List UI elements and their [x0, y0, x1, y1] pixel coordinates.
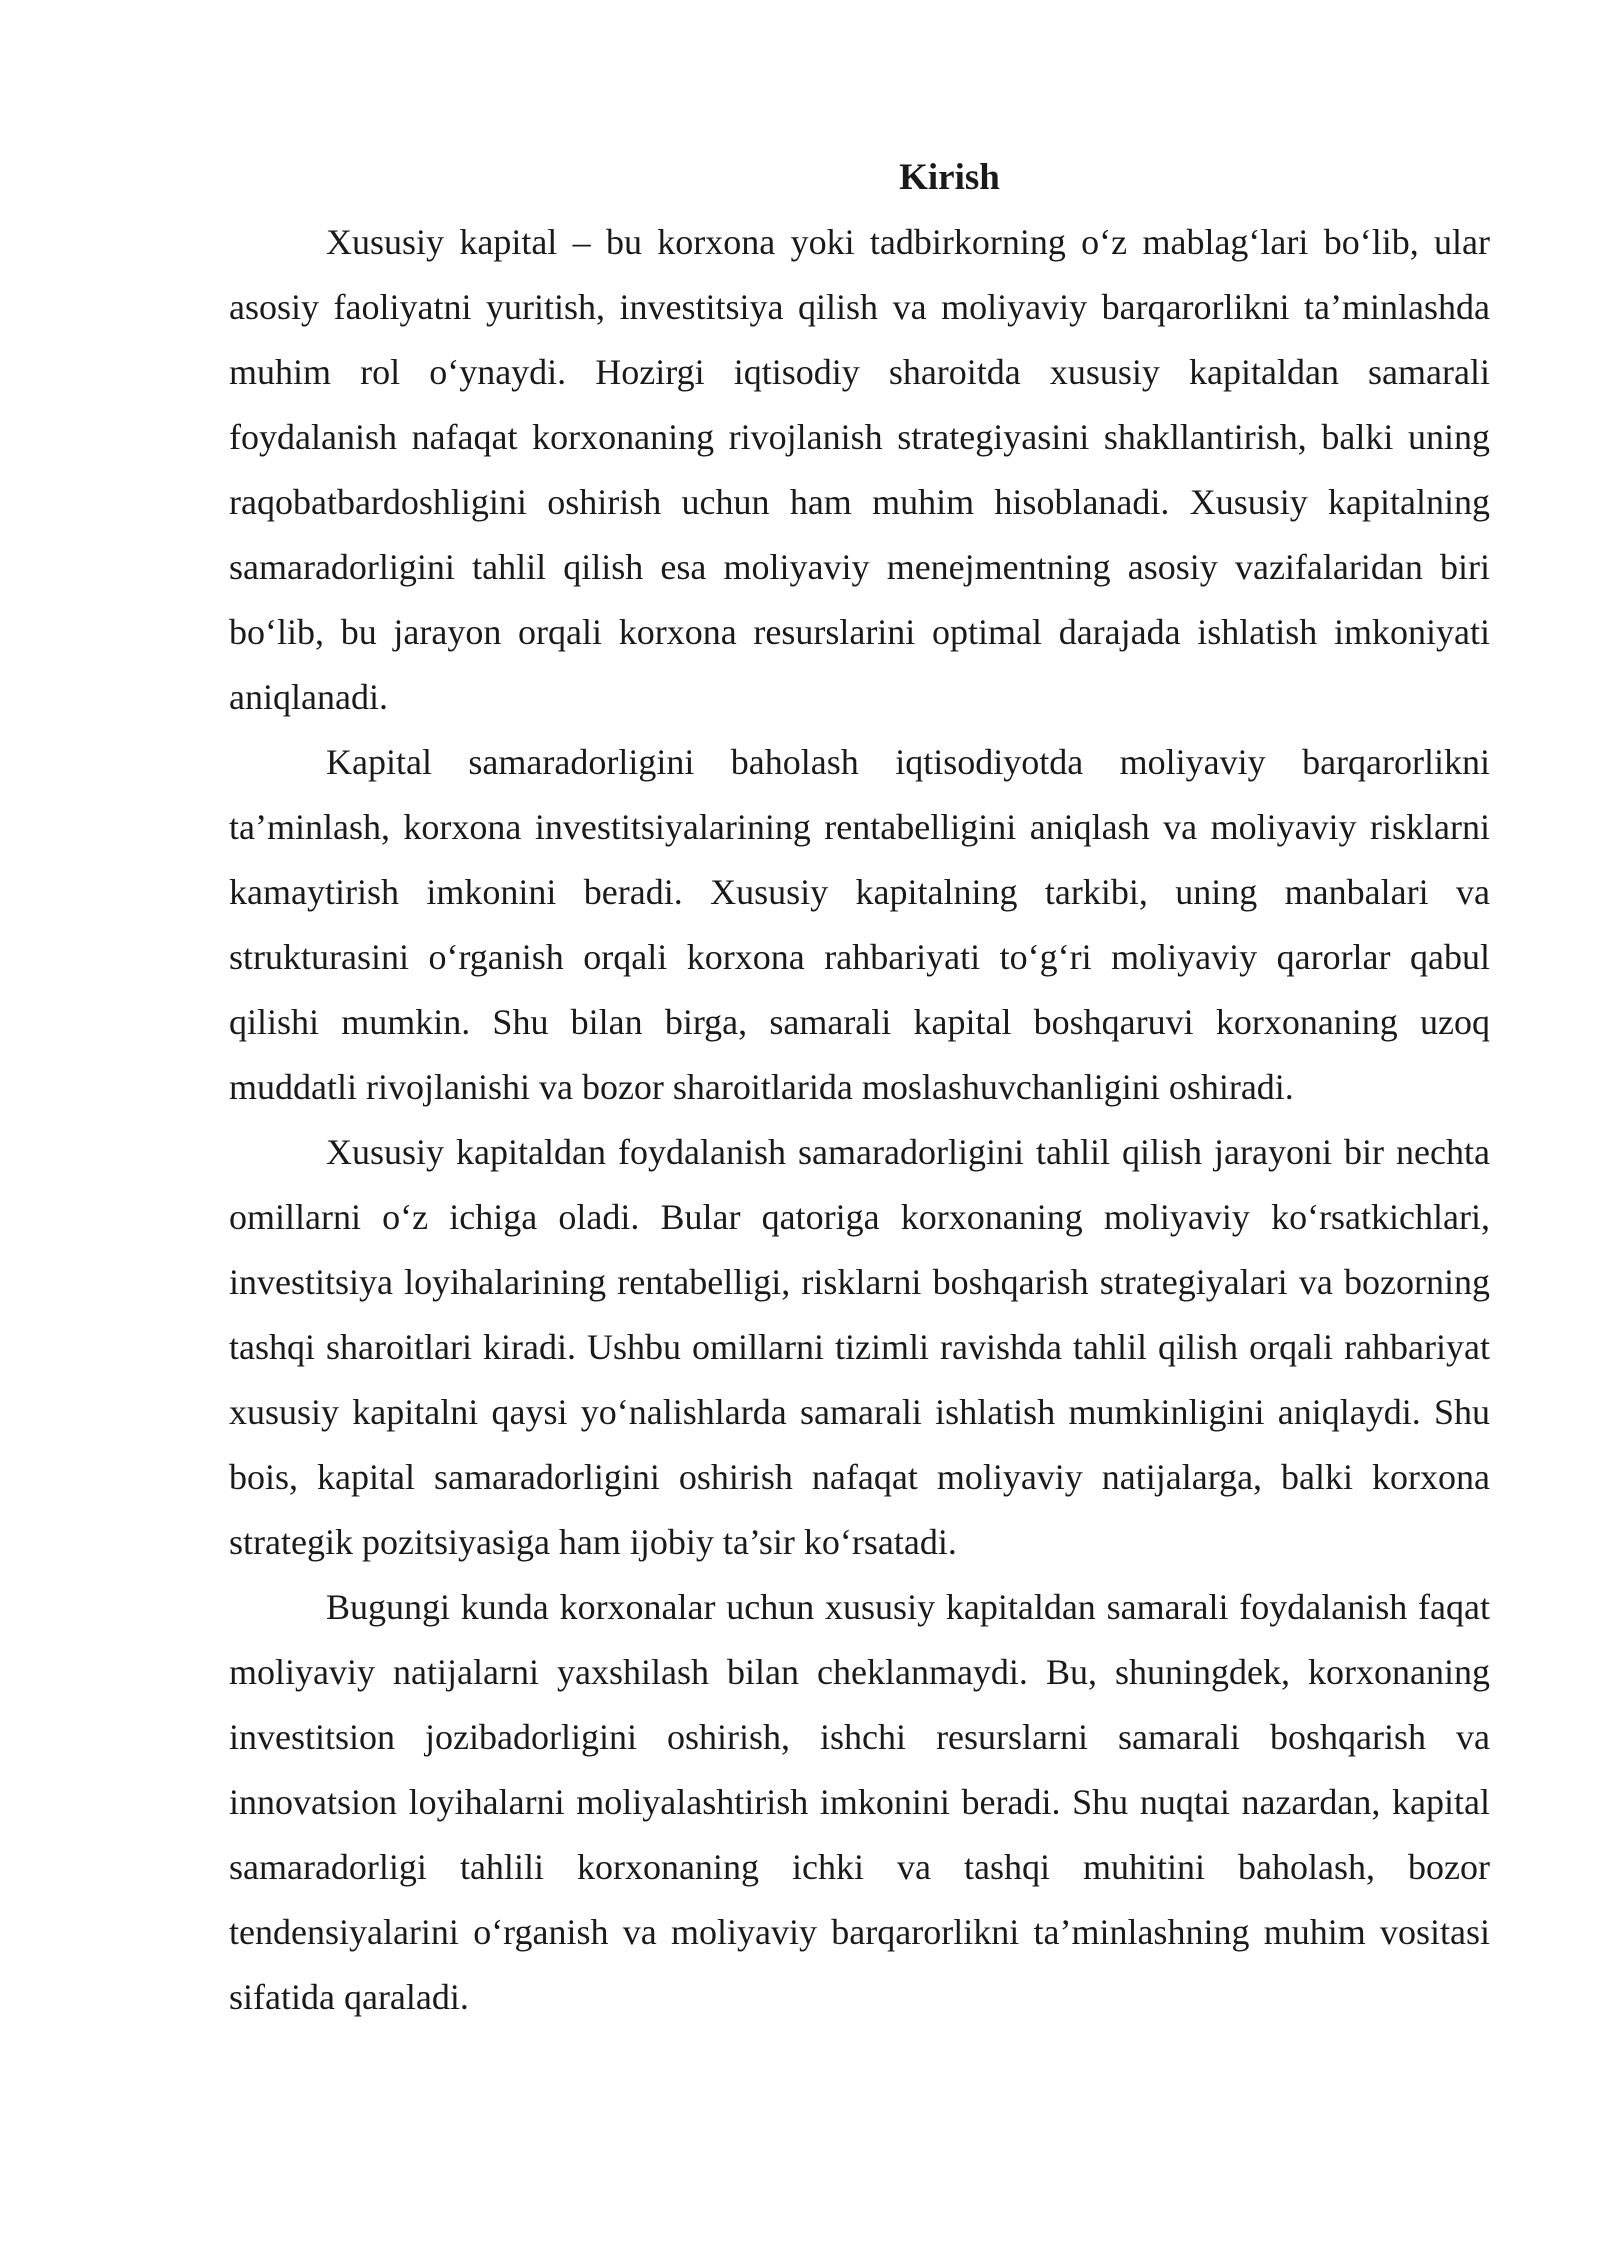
document-title: Kirish [899, 157, 1000, 198]
paragraph-2: Kapital samaradorligini baholash iqtisodiyotda moliyaviy barqarorlikni ta’minlash, korxona investitsiyalarining rentabelligini aniqlash va moliyaviy risklarni kamaytirish imkonini beradi. Xususiy kapitalning tarkibi, uning manbalari va strukturasini o‘rganish orqali korxona rahbariyati to‘g‘ri moliyaviy qarorlar qabul qilishi mumkin. Shu bilan birga, samarali kapital boshqaruvi korxonaning uzoq muddatli rivojlanishi va bozor sharoitlarida moslashuvchanligini oshiradi. [229, 742, 1490, 1107]
document-body [229, 145, 1490, 2030]
paragraph-4: Bugungi kunda korxonalar uchun xususiy kapitaldan samarali foydalanish faqat moliyaviy natijalarni yaxshilash bilan cheklanmaydi. Bu, shuningdek, korxonaning investitsion jozibadorligini oshirish, ishchi resurslarni samarali boshqarish va innovatsion loyihalarni moliyalashtirish imkonini beradi. Shu nuqtai nazardan, kapital samaradorligi tahlili korxonaning ichki va tashqi muhitini baholash, bozor tendensiyalarini o‘rganish va moliyaviy barqarorlikni ta’minlashning muhim vositasi sifatida qaraladi. [229, 1587, 1490, 2017]
paragraph-3: Xususiy kapitaldan foydalanish samaradorligini tahlil qilish jarayoni bir nechta omillarni o‘z ichiga oladi. Bular qatoriga korxonaning moliyaviy ko‘rsatkichlari, investitsiya loyihalarining rentabelligi, risklarni boshqarish strategiyalari va bozorning tashqi sharoitlari kiradi. Ushbu omillarni tizimli ravishda tahlil qilish orqali rahbariyat xususiy kapitalni qaysi yo‘nalishlarda samarali ishlatish mumkinligini aniqlaydi. Shu bois, kapital samaradorligini oshirish nafaqat moliyaviy natijalarga, balki korxona strategik pozitsiyasiga ham ijobiy ta’sir ko‘rsatadi. [229, 1132, 1490, 1562]
paragraph-1: Xususiy kapital – bu korxona yoki tadbirkorning o‘z mablag‘lari bo‘lib, ular asosiy faoliyatni yuritish, investitsiya qilish va moliyaviy barqarorlikni ta’minlashda muhim rol o‘ynaydi. Hozirgi iqtisodiy sharoitda xususiy kapitaldan samarali foydalanish nafaqat korxonaning rivojlanish strategiyasini shakllantirish, balki uning raqobatbardoshligini oshirish uchun ham muhim hisoblanadi. Xususiy kapitalning samaradorligini tahlil qilish esa moliyaviy menejmentning asosiy vazifalaridan biri bo‘lib, bu jarayon orqali korxona resurslarini optimal darajada ishlatish imkoniyati aniqlanadi. [229, 222, 1490, 717]
